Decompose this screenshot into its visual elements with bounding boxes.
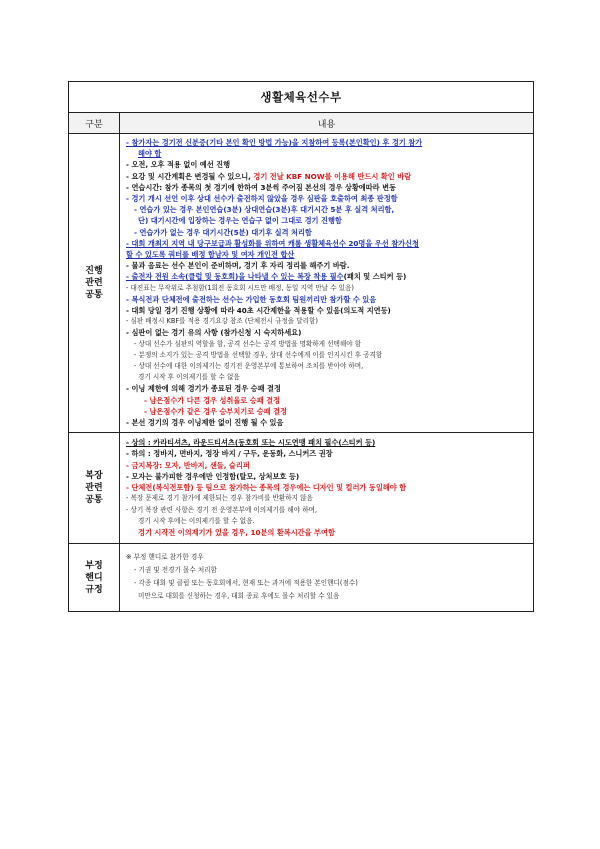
rule-line: - 경기 개시 선언 이후 상대 선수가 출전하지 않았을 경우 심판을 호출하여 최종 판정함 [126, 194, 398, 204]
table-title: 생활체육선수부 [69, 82, 533, 113]
section-content-cheat [120, 544, 533, 611]
rule-line: 경기 시작 후에는 이의제기를 할 수 없음. [138, 516, 255, 525]
rule-line: - 기권 및 전경기 몰수 처리함 [134, 566, 217, 575]
rule-line: - 상대 선수가 심판의 역할을 함, 공격 선수는 공격 방법을 명확하게 선택해야 함 [134, 339, 362, 348]
rule-line-part: - 상의 : 카라티셔츠, 라운드티셔츠 [126, 438, 235, 448]
rule-line-part: - 요강 및 시간계획은 변경될 수 있으니, [126, 171, 251, 181]
rule-line: - 연습가 있는 경우 본인연습(3분) 상대연습(3분)후 대기시간 5분 후 실격 처리함, [134, 205, 395, 215]
rule-line: - 본선 경기의 경우 이닝제한 없이 진행 될 수 있음 [126, 418, 284, 428]
rule-line: - 이닝 제한에 의해 경기가 종료된 경우 승패 결정 [126, 384, 281, 394]
section-label-proceed [69, 134, 120, 432]
rule-line: - 남은점수가 다른 경우 성취율로 승패 결정 [144, 395, 281, 405]
rule-line: - 연습가가 없는 경우 대기시간(5분) 대기후 실격 처리함 [134, 227, 312, 237]
rule-line: - 심판이 없는 경기 유의 사항 (참가신청 시 숙지하세요) [126, 328, 302, 338]
rule-line: - 상기 복장 관련 사항은 경기 전 운영본부에 이의제기를 해야 하며, [126, 505, 318, 514]
rule-line [126, 437, 527, 448]
rule-line: - 오전, 오후 적용 없이 예선 진행 [126, 160, 231, 170]
section-dress [69, 433, 533, 544]
rules-table [68, 81, 534, 612]
rule-line: - 물과 음료는 선수 본인이 준비하며, 경기 후 자리 정리를 해주기 바람. [126, 261, 350, 271]
rule-line-part: (패치 및 스티커 등) [343, 272, 407, 282]
rule-line-part: (동호회 또는 시도연맹 패치 필수(스티커 등) [234, 438, 376, 448]
rule-line: 해야 함 [138, 149, 162, 159]
rule-line: - 하의 : 정바지, 면바지, 정장 바지 / 구두, 운동화, 스니커즈 권장 [126, 449, 333, 459]
rule-line: - 남은점수가 같은 경우 승부치기로 승패 결정 [144, 406, 287, 416]
rule-line: - 모자는 불가피한 경우에만 인정함(탈모, 상처보호 등) [126, 471, 300, 481]
section-label-text: 복장 관련 공통 [85, 471, 103, 506]
rule-line: - 복식전과 단체전에 출전하는 선수는 가입한 동호회 팀원끼리만 참가할 수 있음 [126, 294, 377, 304]
header-category: 구분 [69, 113, 120, 133]
rule-line: 경기 시작전 이의제기가 있을 경우, 10분의 환복시간을 부여함 [138, 527, 335, 537]
rule-line: 단) 대기시간에 입장하는 경우는 연습구 없이 그대로 경기 진행함 [138, 216, 342, 226]
section-content-dress [120, 433, 533, 543]
rule-line: - 심판 배정시 KBF를 적용 경기요강 참조 (단체전시 규정을 달리함) [126, 317, 318, 326]
rule-line: - 단체전(복식전포함) 등 팀으로 참가하는 종목의 경우에는 디자인 및 컬러가 동일해야 함 [126, 483, 407, 493]
section-label-text: 부정 핸디 규정 [85, 560, 103, 595]
rule-line: - 분쟁의 소지가 있는 공격 방법을 선택할 경우, 상대 선수에게 이를 인지시킨 후 공격함 [134, 350, 383, 359]
header-content: 내용 [317, 119, 336, 130]
rule-line: 경기 시작 후 이의제기를 할 수 없음 [138, 373, 240, 382]
rule-line: - 참가자는 경기전 신분증(기타 본인 확인 방법 가능)을 지참하여 등록(본인확인) 후 경기 참가 [126, 138, 423, 147]
section-label-text: 진행 관련 공통 [85, 266, 103, 301]
table-header [69, 113, 533, 134]
rule-line: 할 수 있도록 쿼터를 배정 함남자 및 여자 개인전 합산 [126, 250, 295, 260]
section-cheat [69, 544, 533, 611]
rule-line: - 복장 문제로 경기 참가에 제한되는 경우 참가비를 반환하지 않음 [126, 494, 313, 503]
rule-line [126, 171, 527, 182]
rule-line: ※ 부정 핸디로 참가한 경우 [126, 553, 204, 562]
section-label-dress [69, 433, 120, 543]
rule-line: - 대회 당일 경기 진행 상황에 따라 40초 시간제한을 적용할 수 있음(의도적 지연등) [126, 306, 391, 316]
rule-line: - 상대 선수에 대한 이의제기는 경기전 운영본부에 통보하여 조치를 받아야 하며, [134, 362, 364, 371]
section-content-proceed [120, 134, 533, 432]
section-label-cheat [69, 544, 120, 611]
rule-line: 미만으로 대회를 신청하는 경우, 대회 종료 후에도 몰수 처리할 수 있음 [138, 592, 340, 601]
rule-line: - 금지복장: 모자, 반바지, 샌들, 슬리퍼 [126, 460, 250, 470]
rule-line: - 각종 대회 및 클럽 또는 동호회에서, 현재 또는 과거에 적용한 본인핸디(점수) [134, 579, 358, 588]
section-proceed [69, 134, 533, 433]
rule-line: - 대회 개최지 지역 내 당구보급과 활성화를 위하여 캐롬 생활체육선수 20명을 우선 참가신청 [126, 238, 419, 248]
rule-line [126, 271, 527, 282]
rule-line: - 대진표는 무작위로 추첨함(1회전 동호회 시드만 배정, 동일 지역 만날 수 있음) [126, 283, 354, 292]
rule-line-part: - 출전자 전원 소속(클럽 및 동호회)을 나타낼 수 있는 복장 착용 필수 [126, 272, 344, 282]
rule-line-highlight: 경기 전날 KBF NOW를 이용해 반드시 확인 바람 [253, 171, 412, 181]
rule-line: - 연습시간: 참가 종목의 첫 경기에 한하여 3분씩 주어짐 본선의 경우 상황에따라 변동 [126, 182, 397, 192]
